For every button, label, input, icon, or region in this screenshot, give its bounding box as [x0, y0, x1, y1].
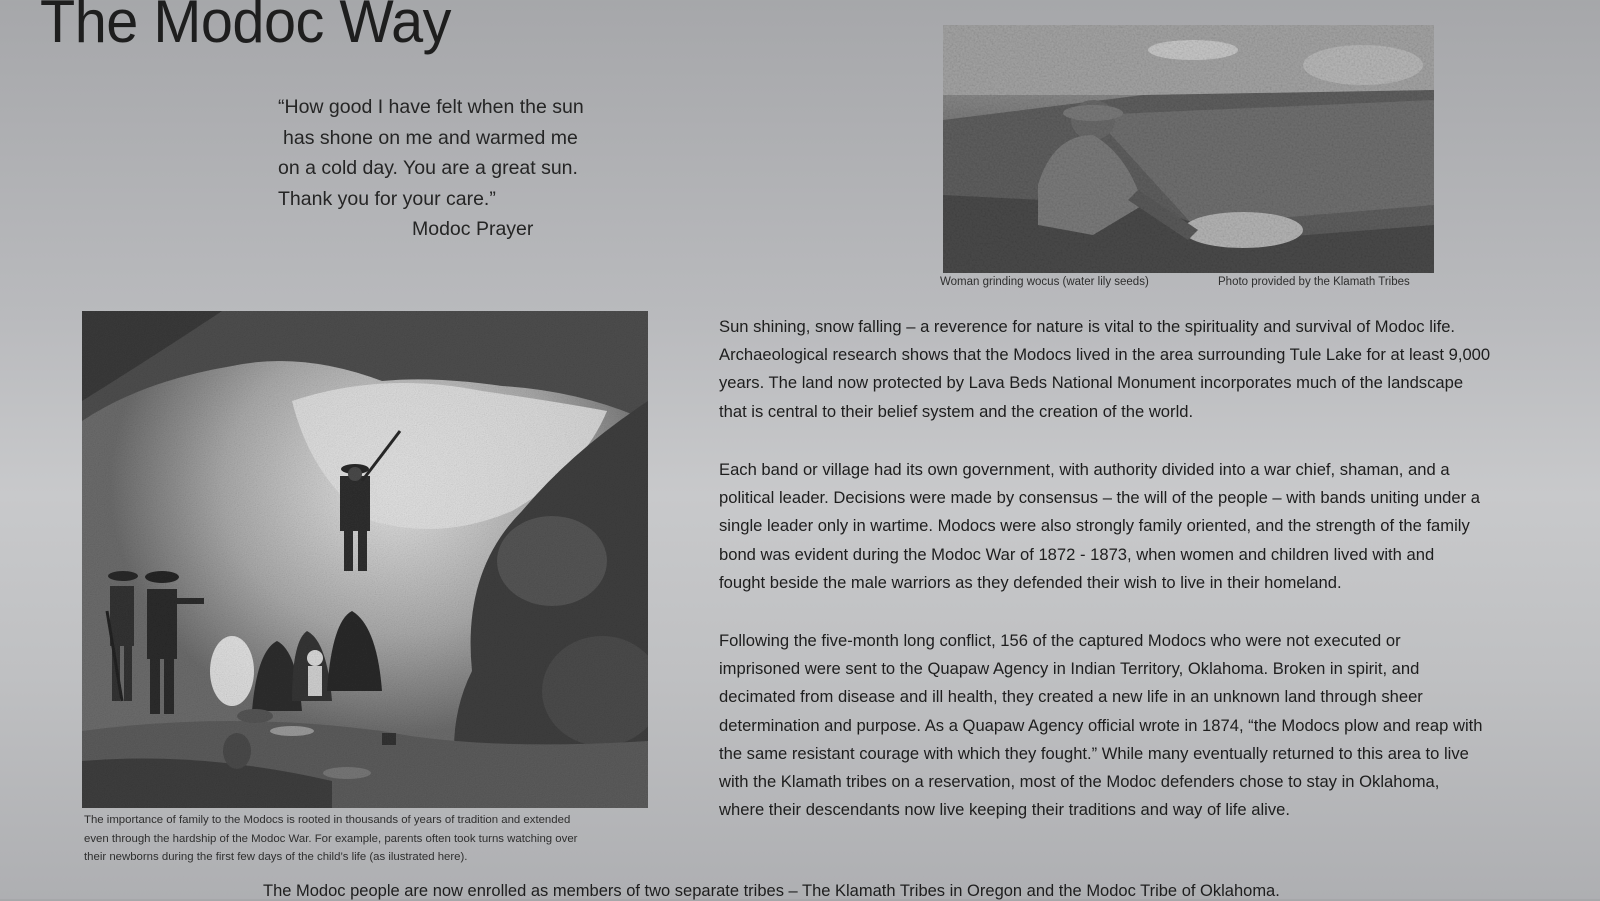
paragraph-line: years. The land now protected by Lava Beds National Monument incorporates much of the landscape	[719, 373, 1464, 393]
page-title: The Modoc Way	[40, 0, 451, 55]
prayer-attribution: Modoc Prayer	[412, 218, 534, 240]
paragraph-line: political leader. Decisions were made by consensus – the will of the people – with bands uniting under a	[719, 488, 1481, 508]
paragraph-line: fought beside the male warriors as they defended their wish to live in their homeland.	[719, 572, 1342, 592]
paragraph-quapaw-agency	[719, 627, 1539, 824]
paragraph-line: Each band or village had its own government, with authority divided into a war chief, shaman, and a	[719, 460, 1450, 479]
paragraph-line: that is central to their belief system and the creation of the world.	[719, 401, 1194, 421]
caption-line: even through the hardship of the Modoc War. For example, parents often took turns watching over	[84, 832, 578, 845]
paragraph-line: decimated from disease and ill health, they created a new life in an unknown land through sheer	[719, 687, 1423, 707]
paragraph-line: determination and purpose. As a Quapaw Agency official wrote in 1874, “the Modocs plow and reap with	[719, 715, 1483, 735]
paragraph-line: bond was evident during the Modoc War of 1872 - 1873, when women and children lived with and	[719, 544, 1435, 564]
prayer-line: has shone on me and warmed me	[283, 126, 578, 149]
paragraph-government-and-family	[719, 456, 1539, 597]
caption-line: The importance of family to the Modocs is rooted in thousands of years of tradition and extended	[84, 814, 571, 826]
cave-illustration-caption	[84, 811, 654, 867]
paragraph-line: Sun shining, snow falling – a reverence for nature is vital to the spirituality and survival of Modoc life.	[719, 317, 1456, 336]
paragraph-line: with the Klamath tribes on a reservation, most of the Modoc defenders chose to stay in Oklahoma,	[719, 772, 1440, 792]
paragraph-line: where their descendants now live keeping their traditions and way of life alive.	[719, 800, 1290, 820]
prayer-line: on a cold day. You are a great sun.	[278, 157, 578, 179]
paragraph-line: imprisoned were sent to the Quapaw Agency in Indian Territory, Oklahoma. Broken in spirit, and	[719, 659, 1420, 679]
paragraph-line: the same resistant courage with which they fought.” While many eventually returned to this area to live	[719, 743, 1469, 763]
wocus-photo-caption: Woman grinding wocus (water lily seeds)	[940, 276, 1149, 288]
wocus-photo-credit: Photo provided by the Klamath Tribes	[1218, 276, 1410, 288]
paragraph-line: single leader only in wartime. Modocs were also strongly family oriented, and the strength of the family	[719, 516, 1470, 536]
footer-tribes-note: The Modoc people are now enrolled as members of two separate tribes – The Klamath Tribes in Oregon and the Modoc Tribe of Oklahoma.	[263, 882, 1280, 900]
wocus-photo-image	[943, 25, 1434, 273]
paragraph-line: Archaeological research shows that the Modocs lived in the area surrounding Tule Lake for at least 9,000	[719, 345, 1491, 365]
paragraph-line: Following the five-month long conflict, 156 of the captured Modocs who were not executed or	[719, 631, 1401, 650]
wocus-photo	[943, 25, 1434, 273]
prayer-line: Thank you for your care.”	[278, 187, 496, 210]
cave-illustration	[82, 311, 648, 808]
prayer-line: “How good I have felt when the sun	[278, 96, 584, 118]
modoc-prayer-quote	[278, 92, 638, 245]
cave-illustration-image	[82, 311, 648, 808]
paragraph-reverence-for-nature	[719, 313, 1539, 426]
caption-line: their newborns during the first few days of the child’s life (as ilustrated here).	[84, 851, 468, 863]
